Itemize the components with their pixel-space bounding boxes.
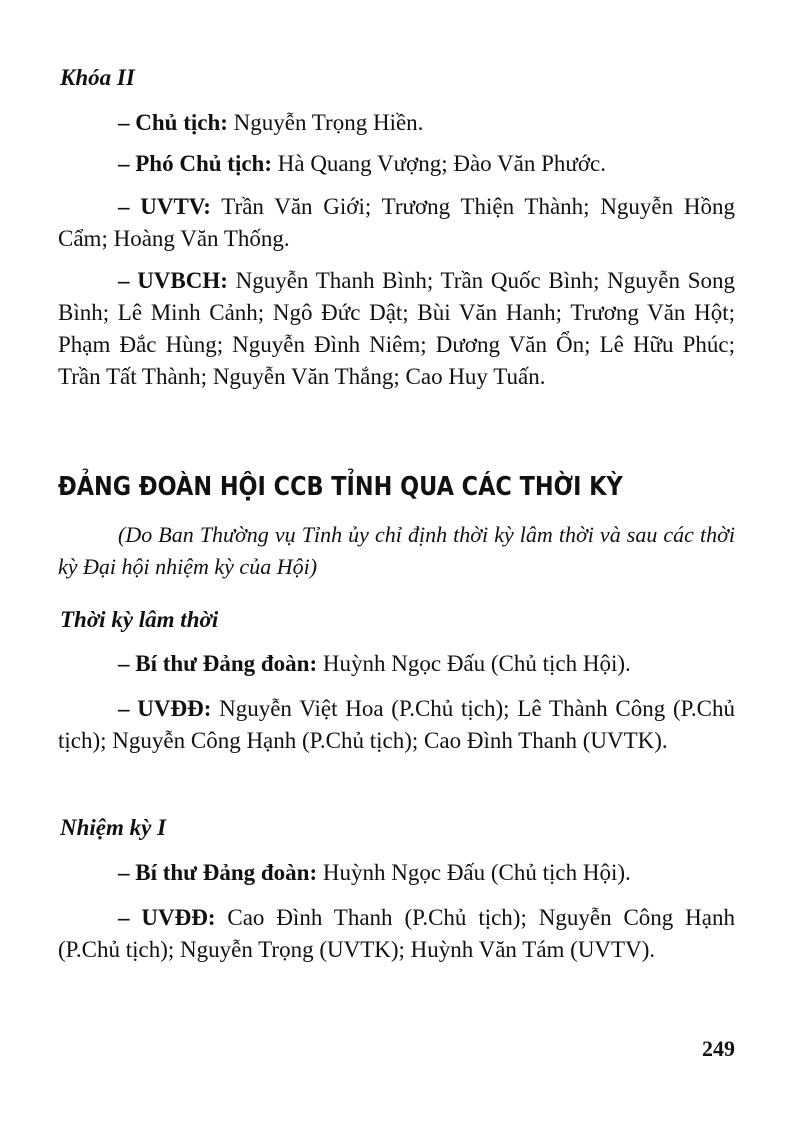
- lam-thoi-uvdd-value: Nguyễn Việt Hoa (P.Chủ tịch); Lê Thành Công (P.Chủ tịch); Nguyễn Công Hạnh (P.Chủ tịch); Cao Đình Thanh (UVTK).: [58, 696, 735, 753]
- uvtv-label: – UVTV:: [118, 194, 211, 219]
- khoa-ii-chu-tich: [58, 107, 735, 139]
- lam-thoi-uvdd-label: – UVĐĐ:: [118, 696, 212, 721]
- lam-thoi-bi-thu-label: – Bí thư Đảng đoàn:: [118, 651, 318, 676]
- lam-thoi-uvdd: [58, 693, 735, 757]
- section-note: (Do Ban Thường vụ Tỉnh ủy chỉ định thời kỳ lâm thời và sau các thời kỳ Đại hội nhiệm kỳ của Hội): [58, 522, 735, 579]
- uvbch-value: Nguyễn Thanh Bình; Trần Quốc Bình; Nguyễn Song Bình; Lê Minh Cảnh; Ngô Đức Dật; Bùi Văn Hanh; Trương Văn Hột; Phạm Đắc Hùng; Nguyễn Đình Niêm; Dương Văn Ổn; Lê Hữu Phúc; Trần Tất Thành; Nguyễn Văn Thắng; Cao Huy Tuấn.: [58, 268, 735, 389]
- khoa-ii-uvbch: [58, 265, 735, 393]
- uvbch-label: – UVBCH:: [118, 268, 228, 293]
- nhiem-ky-1-uvdd: [58, 902, 735, 966]
- nhiem-ky-1-uvdd-label: – UVĐĐ:: [118, 905, 216, 930]
- nhiem-ky-1-heading: Nhiệm kỳ I: [60, 815, 167, 840]
- lam-thoi-heading: Thời kỳ lâm thời: [60, 607, 219, 632]
- khoa-ii-pho-chu-tich: [58, 148, 735, 180]
- nhiem-ky-1-bi-thu-label: – Bí thư Đảng đoàn:: [118, 860, 318, 885]
- nhiem-ky-1-bi-thu: [58, 857, 735, 889]
- pho-chu-tich-label: – Phó Chủ tịch:: [118, 151, 272, 176]
- chu-tich-value: Nguyễn Trọng Hiền.: [227, 110, 424, 135]
- uvtv-value: Trần Văn Giới; Trương Thiện Thành; Nguyễn Hồng Cẩm; Hoàng Văn Thống.: [58, 194, 735, 251]
- pho-chu-tich-value: Hà Quang Vượng; Đào Văn Phước.: [272, 151, 606, 176]
- lam-thoi-bi-thu-value: Huỳnh Ngọc Đấu (Chủ tịch Hội).: [317, 651, 631, 676]
- section-title: ĐẢNG ĐOÀN HỘI CCB TỈNH QUA CÁC THỜI KỲ: [58, 472, 623, 502]
- lam-thoi-bi-thu: [58, 648, 735, 680]
- page-number: 249: [702, 1036, 735, 1061]
- nhiem-ky-1-uvdd-value: Cao Đình Thanh (P.Chủ tịch); Nguyễn Công Hạnh (P.Chủ tịch); Nguyễn Trọng (UVTK); Huỳnh Văn Tám (UVTV).: [58, 905, 735, 962]
- chu-tich-label: – Chủ tịch:: [118, 110, 228, 135]
- nhiem-ky-1-bi-thu-value: Huỳnh Ngọc Đấu (Chủ tịch Hội).: [317, 860, 631, 885]
- khoa-ii-heading: Khóa II: [60, 65, 135, 90]
- khoa-ii-uvtv: [58, 191, 735, 255]
